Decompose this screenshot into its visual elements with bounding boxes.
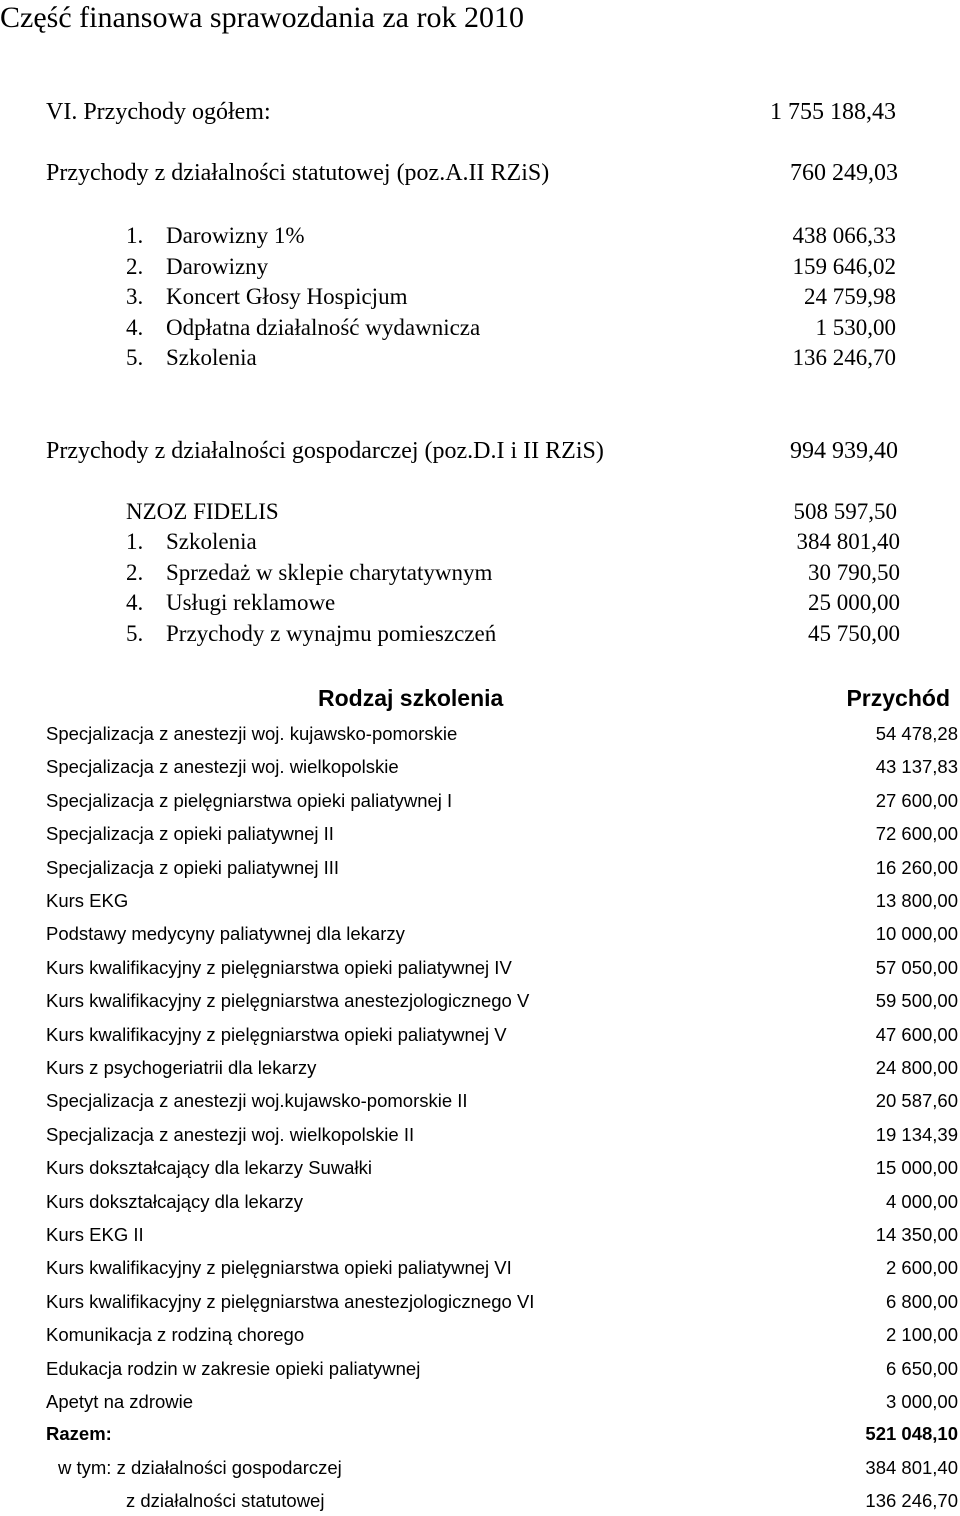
training-name: Kurs EKG: [46, 890, 129, 911]
total-revenue-label: VI. Przychody ogółem:: [46, 99, 271, 125]
table-row: [0, 1153, 960, 1183]
list-item: [0, 619, 960, 649]
training-name: Kurs dokształcający dla lekarzy Suwałki: [46, 1157, 372, 1179]
list-item: [0, 343, 960, 373]
training-income: 54 478,28: [875, 723, 958, 744]
training-income: 57 050,00: [875, 956, 958, 978]
table-row: [0, 1020, 960, 1050]
statutory-revenue-label: Przychody z działalności statutowej (poz.A.II RZiS): [46, 160, 550, 186]
table-row: [0, 1387, 960, 1417]
training-sub-statutory-value: 136 246,70: [865, 1490, 958, 1511]
item-value: 438 066,33: [792, 223, 896, 248]
training-name: Apetyt na zdrowie: [46, 1391, 194, 1412]
business-revenue-value: 994 939,40: [790, 438, 898, 464]
training-total-row: [0, 1419, 960, 1449]
table-row: [0, 853, 960, 883]
item-number: 1.: [126, 529, 144, 554]
training-name: Specjalizacja z pielęgniarstwa opieki paliatywnej I: [46, 789, 453, 811]
training-sub-statutory-label: z działalności statutowej: [126, 1490, 325, 1511]
table-row: [0, 1086, 960, 1116]
training-name: Specjalizacja z anestezji woj. wielkopolskie II: [46, 1123, 415, 1145]
table-row: [0, 1320, 960, 1350]
table-row: [0, 786, 960, 816]
item-number: 1.: [126, 223, 144, 248]
list-item: [0, 588, 960, 618]
training-name: Kurs kwalifikacyjny z pielęgniarstwa opieki paliatywnej IV: [46, 956, 512, 978]
item-number: 5.: [126, 620, 144, 646]
total-revenue-row: [0, 97, 960, 127]
training-income: 3 000,00: [885, 1391, 958, 1412]
training-income: 15 000,00: [875, 1157, 958, 1179]
business-revenue-label: Przychody z działalności gospodarczej (poz.D.I i II RZiS): [46, 438, 604, 464]
nzoz-label: NZOZ FIDELIS: [126, 499, 279, 524]
table-row: [0, 1187, 960, 1217]
header-training-type: Rodzaj szkolenia: [318, 685, 504, 711]
training-name: Kurs z psychogeriatrii dla lekarzy: [46, 1057, 317, 1078]
training-income: 2 100,00: [885, 1324, 958, 1346]
item-number: 4.: [126, 590, 144, 615]
training-income: 24 800,00: [875, 1057, 958, 1078]
table-row: [0, 953, 960, 983]
training-income: 19 134,39: [875, 1123, 958, 1145]
item-value: 1 530,00: [815, 314, 896, 340]
training-name: Edukacja rodzin w zakresie opieki paliatywnej: [46, 1357, 421, 1379]
nzoz-value: 508 597,50: [793, 499, 897, 524]
list-item: [0, 313, 960, 343]
training-income: 20 587,60: [875, 1090, 958, 1112]
statutory-revenue-row: [0, 158, 960, 188]
training-table-header: [0, 683, 960, 713]
table-row: [0, 1220, 960, 1250]
training-sub-business-label: w tym: z działalności gospodarczej: [58, 1457, 342, 1478]
training-income: 13 800,00: [875, 890, 958, 911]
header-income: Przychód: [846, 685, 950, 711]
training-income: 6 650,00: [885, 1357, 958, 1379]
list-item: [0, 558, 960, 588]
training-income: 10 000,00: [875, 923, 958, 945]
item-label: Szkolenia: [166, 345, 257, 370]
training-income: 72 600,00: [875, 823, 958, 845]
training-income: 6 800,00: [885, 1290, 958, 1312]
training-income: 27 600,00: [875, 789, 958, 811]
training-name: Kurs kwalifikacyjny z pielęgniarstwa opieki paliatywnej VI: [46, 1257, 512, 1279]
training-income: 47 600,00: [875, 1023, 958, 1045]
table-row: [0, 1287, 960, 1317]
training-name: Specjalizacja z anestezji woj. kujawsko-pomorskie: [46, 723, 458, 744]
item-label: Przychody z wynajmu pomieszczeń: [166, 620, 497, 646]
training-name: Kurs dokształcający dla lekarzy: [46, 1190, 304, 1212]
training-total-value: 521 048,10: [865, 1423, 958, 1444]
training-name: Kurs kwalifikacyjny z pielęgniarstwa anestezjologicznego V: [46, 990, 530, 1012]
training-name: Specjalizacja z opieki paliatywnej II: [46, 823, 334, 845]
list-item: [0, 527, 960, 557]
table-row: [0, 1354, 960, 1384]
training-name: Specjalizacja z opieki paliatywnej III: [46, 856, 340, 878]
statutory-revenue-value: 760 249,03: [790, 160, 898, 186]
table-row: [0, 719, 960, 749]
training-income: 2 600,00: [885, 1257, 958, 1279]
training-name: Komunikacja z rodziną chorego: [46, 1324, 305, 1346]
training-name: Kurs EKG II: [46, 1224, 144, 1245]
table-row: [0, 1120, 960, 1150]
table-row: [0, 986, 960, 1016]
training-name: Specjalizacja z anestezji woj. wielkopolskie: [46, 756, 399, 778]
business-revenue-row: [0, 436, 960, 466]
training-income: 14 350,00: [875, 1224, 958, 1245]
item-label: Szkolenia: [166, 529, 257, 554]
total-revenue-value: 1 755 188,43: [770, 99, 896, 125]
page-title: Część finansowa sprawozdania za rok 2010: [0, 1, 524, 34]
nzoz-row: [0, 497, 960, 527]
training-income: 59 500,00: [875, 990, 958, 1012]
item-label: Sprzedaż w sklepie charytatywnym: [166, 559, 493, 585]
item-number: 4.: [126, 314, 144, 340]
item-value: 45 750,00: [808, 620, 900, 646]
item-label: Usługi reklamowe: [166, 590, 336, 615]
training-name: Kurs kwalifikacyjny z pielęgniarstwa anestezjologicznego VI: [46, 1290, 535, 1312]
training-income: 43 137,83: [875, 756, 958, 778]
training-sub-business-row: [0, 1453, 960, 1483]
training-name: Specjalizacja z anestezji woj.kujawsko-pomorskie II: [46, 1090, 468, 1112]
item-number: 5.: [126, 345, 144, 370]
item-label: Odpłatna działalność wydawnicza: [166, 314, 481, 340]
list-item: [0, 282, 960, 312]
training-total-label: Razem:: [46, 1423, 112, 1444]
item-value: 136 246,70: [792, 345, 896, 370]
item-label: Darowizny 1%: [166, 223, 305, 248]
item-number: 3.: [126, 284, 144, 309]
item-value: 30 790,50: [808, 559, 900, 585]
table-row: [0, 752, 960, 782]
training-name: Podstawy medycyny paliatywnej dla lekarzy: [46, 923, 405, 945]
training-sub-business-value: 384 801,40: [865, 1457, 958, 1478]
table-row: [0, 1253, 960, 1283]
list-item: [0, 221, 960, 251]
item-value: 25 000,00: [808, 590, 900, 615]
training-income: 16 260,00: [875, 856, 958, 878]
table-row: [0, 819, 960, 849]
item-number: 2.: [126, 559, 144, 585]
item-value: 384 801,40: [796, 529, 900, 554]
item-number: 2.: [126, 253, 144, 279]
table-row: [0, 919, 960, 949]
item-value: 24 759,98: [804, 284, 896, 309]
training-income: 4 000,00: [885, 1190, 958, 1212]
table-row: [0, 886, 960, 916]
table-row: [0, 1053, 960, 1083]
training-name: Kurs kwalifikacyjny z pielęgniarstwa opieki paliatywnej V: [46, 1023, 507, 1045]
item-label: Darowizny: [166, 253, 269, 279]
item-value: 159 646,02: [792, 253, 896, 279]
item-label: Koncert Głosy Hospicjum: [166, 284, 408, 309]
list-item: [0, 252, 960, 282]
training-sub-statutory-row: [0, 1486, 960, 1516]
